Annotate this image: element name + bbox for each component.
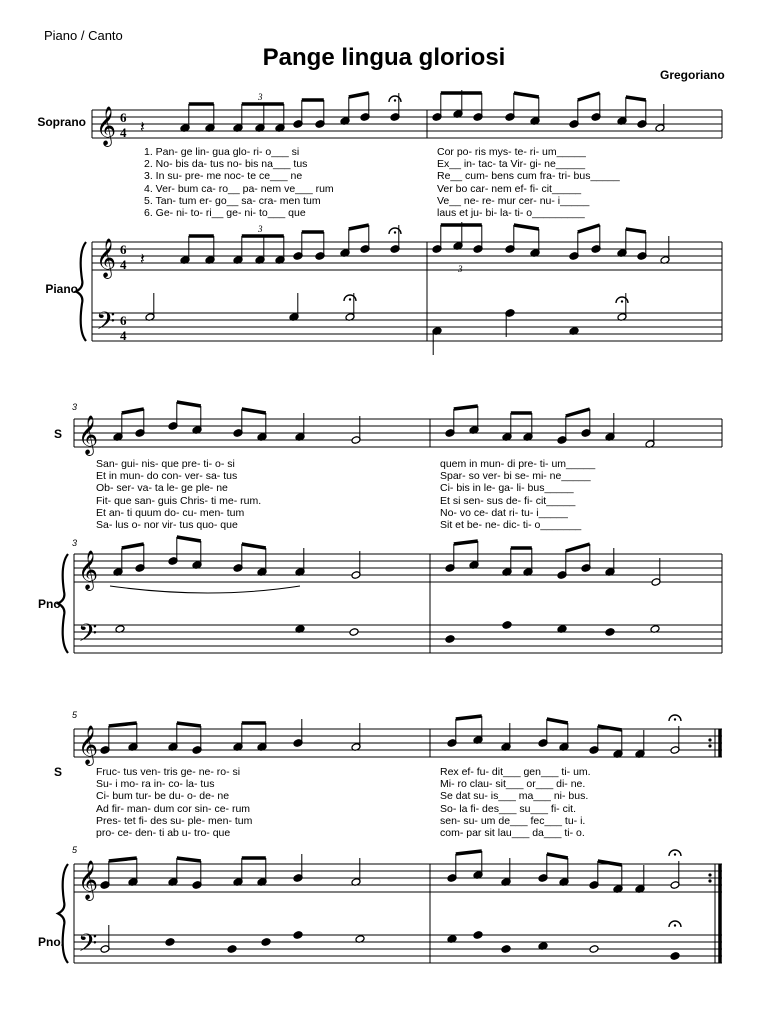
lyrics-system1-right: Cor po- ris mys- te- ri- um_____ Ex__ in- tac- ta Vir- gi- ne_____ Re__ cum- bens cum fra- tri- bus_____ Ver bo car- nem ef- fi- cit_____ Ve__ ne- re- mur cer- nu- i_____ laus et ju- bi- la- ti- o_________	[437, 146, 620, 220]
beam	[122, 409, 144, 413]
treble-clef: 𝄞	[96, 106, 117, 146]
lyrics-system1-left: 1. Pan- ge lin- gua glo- ri- o___ si 2. No- bis da- tus no- bis na___ tus 3. In su- pre- me noc- te ce___ ne 4. Ver- bum ca- ro__ pa- nem ve___ rum 5. Tan- tum er- go__ sa- cra- men tum 6. Ge- ni- to- ri__ ge- ni- to___ que	[144, 146, 334, 220]
repeat-dot	[708, 879, 711, 882]
soprano-part-label-short: S	[53, 427, 62, 441]
soprano-part-label: Soprano	[37, 115, 86, 129]
lyrics-system2-right: quem in mun- di pre- ti- um_____ Spar- so ver- bi se- mi- ne_____ Ci- bis in le- ga- li- bus_____ Et si sen- sus de- fi- cit_____ No- vo ce- dat ri- tu- i_____ Sit et be- ne- dic- ti- o_______	[440, 458, 596, 532]
note-head	[473, 931, 483, 940]
beam	[177, 537, 201, 541]
tuplet-number: 3	[458, 264, 463, 274]
quarter-rest: 𝄽	[140, 249, 145, 268]
note-head	[605, 628, 615, 637]
beam	[578, 93, 600, 100]
beam	[242, 409, 266, 413]
beam	[122, 544, 144, 548]
lyrics-system3-left: Fruc- tus ven- tris ge- ne- ro- si Su- i mo- ra in- co- la- tus Ci- bum tur- be du- o- de- ne Ad fir- man- dum cor sin- ce- rum Pres- tet fi- des su- ple- men- tum pro- ce- den- ti ab u- tro- que	[96, 766, 253, 840]
beam	[626, 97, 646, 100]
time-signature-bottom: 4	[120, 125, 127, 140]
treble-clef: 𝄞	[96, 238, 117, 278]
treble-clef: 𝄞	[78, 415, 99, 455]
piano-brace	[58, 864, 68, 963]
beam	[177, 723, 201, 726]
fermata-dot	[394, 231, 396, 233]
beam	[242, 544, 266, 548]
fermata-dot	[621, 300, 623, 302]
measure-number-3: 3	[72, 402, 78, 412]
beam	[566, 409, 590, 416]
beam	[177, 858, 201, 861]
time-signature-top: 6	[120, 242, 127, 257]
fermata-dot	[394, 99, 396, 101]
beam	[109, 723, 137, 726]
measure-number-5: 5	[72, 710, 78, 720]
tie	[110, 586, 300, 593]
beam	[454, 406, 478, 409]
lyrics-system2-left: San- gui- nis- que pre- ti- o- si Et in mun- do con- ver- sa- tus Ob- ser- va- ta le- ge ple- ne Fit- que san- guis Chris- ti me- rum. Et an- ti quum do- cu- men- tum Sa- lus o- nor vir- tus quo- que	[96, 458, 262, 532]
fermata-dot	[674, 924, 676, 926]
quarter-rest: 𝄽	[140, 117, 145, 136]
beam	[626, 229, 646, 232]
piano-brace	[76, 242, 86, 341]
fermata-dot	[674, 853, 676, 855]
page-title: Pange lingua gloriosi	[262, 44, 506, 71]
bass-clef: 𝄢	[78, 929, 98, 964]
note-head	[261, 938, 271, 947]
beam	[547, 854, 568, 858]
soprano-part-label-short-2: S	[53, 765, 62, 779]
repeat-dot	[708, 738, 711, 741]
beam	[514, 93, 539, 97]
tuplet-number: 3	[258, 92, 263, 102]
note-head	[165, 938, 175, 947]
beam	[349, 225, 369, 229]
treble-clef: 𝄞	[78, 860, 99, 900]
fermata-dot	[674, 718, 676, 720]
bass-clef: 𝄢	[78, 619, 98, 654]
beam	[514, 225, 539, 229]
composer-label: Gregoriano	[660, 68, 725, 82]
tuplet-number: 3	[258, 224, 263, 234]
beam	[456, 851, 482, 854]
note-head	[227, 945, 237, 954]
note-head	[501, 945, 511, 954]
note-head	[502, 621, 512, 630]
voicing-label: Piano / Canto	[44, 28, 123, 43]
time-signature-top: 6	[120, 313, 127, 328]
beam	[578, 225, 600, 232]
bass-clef: 𝄢	[96, 307, 116, 342]
piano-brace	[58, 554, 68, 653]
repeat-dot	[708, 744, 711, 747]
beam	[547, 719, 568, 723]
fermata-dot	[349, 298, 351, 300]
repeat-dot	[708, 873, 711, 876]
beam	[454, 541, 478, 544]
note-head	[293, 931, 303, 940]
note-head	[349, 628, 359, 637]
time-signature-bottom: 4	[120, 328, 127, 343]
note-head	[670, 952, 680, 961]
beam	[566, 544, 590, 551]
lyrics-system3-right: Rex ef- fu- dit___ gen___ ti- um. Mi- ro clau- sit___ or___ di- ne. Se dat su- is___ ma___ ni- bus. So- la fi- des___ su___ fi- cit. sen- su- um de___ fec___ tu- i. com- par sit lau___ da___ ti- o.	[440, 766, 591, 840]
time-signature-bottom: 4	[120, 257, 127, 272]
piano-part-label-short-2: Pno.	[38, 935, 64, 949]
beam	[109, 858, 137, 861]
beam	[177, 402, 201, 406]
measure-number-5-piano: 5	[72, 845, 78, 855]
note-head	[445, 635, 455, 644]
note-head	[589, 945, 599, 954]
beam	[456, 716, 482, 719]
piano-part-label: Piano	[45, 282, 78, 296]
time-signature-top: 6	[120, 110, 127, 125]
beam	[349, 93, 369, 97]
measure-number-3-piano: 3	[72, 538, 78, 548]
piano-part-label-short: Pno.	[38, 597, 64, 611]
treble-clef: 𝄞	[78, 725, 99, 765]
treble-clef: 𝄞	[78, 550, 99, 590]
